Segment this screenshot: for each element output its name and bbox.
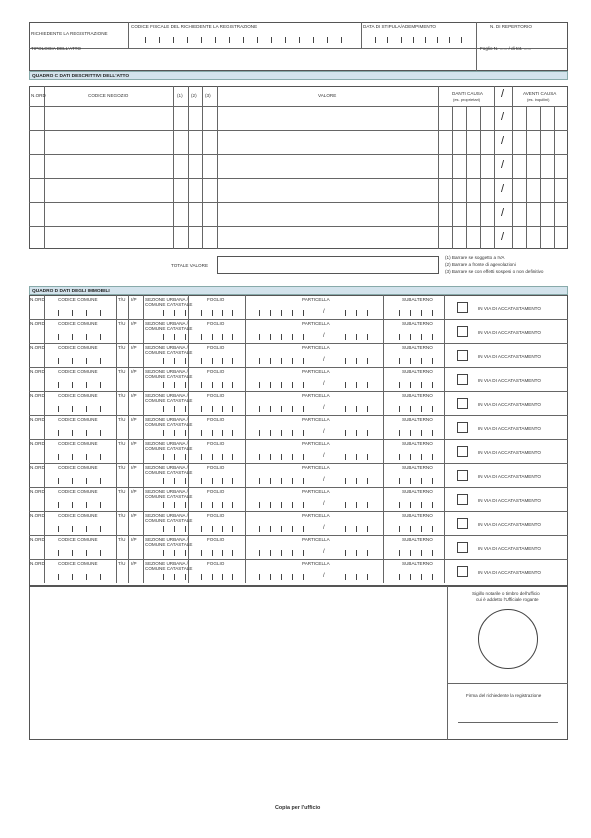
accatastamento-label: IN VIA DI ACCATASTAMENTO — [478, 450, 541, 455]
particella-label: PARTICELLA — [302, 369, 330, 374]
particella-slash: / — [323, 429, 325, 435]
sezione-label-1: SEZIONE URBANA / — [145, 441, 188, 446]
accatastamento-label: IN VIA DI ACCATASTAMENTO — [478, 426, 541, 431]
sezione-label-1: SEZIONE URBANA / — [145, 513, 188, 518]
foglio-label: FOGLIO — [207, 417, 225, 422]
col-danti-causa: DANTI CAUSA — [452, 91, 483, 96]
nord-label: N.ORD — [30, 465, 45, 470]
accatastamento-label: IN VIA DI ACCATASTAMENTO — [478, 474, 541, 479]
particella-label: PARTICELLA — [302, 321, 330, 326]
particella-slash: / — [323, 453, 325, 459]
subalterno-label: SUBALTERNO — [402, 441, 433, 446]
particella-slash: / — [323, 573, 325, 579]
ip-label: I/P — [131, 369, 137, 374]
note-2: (2) Barrare a fronte di agevolazioni — [445, 262, 516, 267]
quadro-d-band — [29, 286, 568, 295]
col-codice-negozio: CODICE NEGOZIO — [88, 93, 129, 98]
accatastamento-label: IN VIA DI ACCATASTAMENTO — [478, 498, 541, 503]
accatastamento-checkbox[interactable] — [457, 350, 468, 361]
col-3: (3) — [205, 93, 211, 98]
codice-comune-label: CODICE COMUNE — [58, 561, 98, 566]
row-slash: / — [501, 207, 505, 219]
accatastamento-checkbox[interactable] — [457, 398, 468, 409]
tu-label: T/U — [118, 561, 126, 566]
codice-comune-label: CODICE COMUNE — [58, 321, 98, 326]
foglio-label: FOGLIO — [207, 513, 225, 518]
accatastamento-checkbox[interactable] — [457, 470, 468, 481]
ip-label: I/P — [131, 465, 137, 470]
tu-label: T/U — [118, 369, 126, 374]
accatastamento-checkbox[interactable] — [457, 446, 468, 457]
tu-label: T/U — [118, 393, 126, 398]
sezione-label-2: COMUNE CATASTALE — [145, 542, 193, 547]
accatastamento-checkbox[interactable] — [457, 374, 468, 385]
tu-label: T/U — [118, 537, 126, 542]
tu-label: T/U — [118, 441, 126, 446]
ip-label: I/P — [131, 537, 137, 542]
foglio-label: FOGLIO — [207, 345, 225, 350]
sezione-label-2: COMUNE CATASTALE — [145, 446, 193, 451]
nord-label: N.ORD — [30, 345, 45, 350]
particella-label: PARTICELLA — [302, 393, 330, 398]
sezione-label-2: COMUNE CATASTALE — [145, 350, 193, 355]
sezione-label-1: SEZIONE URBANA / — [145, 321, 188, 326]
tu-label: T/U — [118, 345, 126, 350]
sigillo-line-1: Sigillo notarile o timbro dell'ufficio — [472, 591, 540, 596]
quadro-c-title: QUADRO C DATI DESCRITTIVI DELL'ATTO — [32, 73, 130, 79]
subalterno-label: SUBALTERNO — [402, 369, 433, 374]
subalterno-label: SUBALTERNO — [402, 465, 433, 470]
sezione-label-2: COMUNE CATASTALE — [145, 566, 193, 571]
repertorio-label: N. DI REPERTORIO — [490, 24, 532, 29]
sezione-label-2: COMUNE CATASTALE — [145, 518, 193, 523]
foglio-label: FOGLIO — [207, 321, 225, 326]
codice-comune-label: CODICE COMUNE — [58, 513, 98, 518]
accatastamento-checkbox[interactable] — [457, 302, 468, 313]
codice-comune-label: CODICE COMUNE — [58, 417, 98, 422]
sezione-label-1: SEZIONE URBANA / — [145, 465, 188, 470]
seal-circle — [478, 609, 538, 669]
codice-fiscale-ticks[interactable] — [131, 37, 359, 45]
codice-comune-label: CODICE COMUNE — [58, 369, 98, 374]
row-slash: / — [501, 231, 505, 243]
sezione-label-1: SEZIONE URBANA / — [145, 489, 188, 494]
accatastamento-label: IN VIA DI ACCATASTAMENTO — [478, 306, 541, 311]
particella-slash: / — [323, 333, 325, 339]
foglio-label: Foglio N. ...... / di tot. ...... — [480, 46, 532, 51]
accatastamento-label: IN VIA DI ACCATASTAMENTO — [478, 354, 541, 359]
sezione-label-2: COMUNE CATASTALE — [145, 470, 193, 475]
totale-valore-label: TOTALE VALORE — [171, 263, 209, 268]
col-1: (1) — [177, 93, 183, 98]
ip-label: I/P — [131, 417, 137, 422]
row-slash: / — [501, 159, 505, 171]
quadro-c-band — [29, 71, 568, 80]
tu-label: T/U — [118, 321, 126, 326]
particella-label: PARTICELLA — [302, 441, 330, 446]
ip-label: I/P — [131, 489, 137, 494]
nord-label: N.ORD — [30, 537, 45, 542]
particella-label: PARTICELLA — [302, 561, 330, 566]
subalterno-label: SUBALTERNO — [402, 561, 433, 566]
data-stipula-ticks[interactable] — [363, 37, 475, 45]
foglio-label: FOGLIO — [207, 537, 225, 542]
tu-label: T/U — [118, 417, 126, 422]
ip-label: I/P — [131, 321, 137, 326]
nord-label: N.ORD — [30, 561, 45, 566]
codice-comune-label: CODICE COMUNE — [58, 393, 98, 398]
particella-slash: / — [323, 381, 325, 387]
nord-label: N.ORD — [30, 513, 45, 518]
nord-label: N.ORD — [30, 321, 45, 326]
sezione-label-2: COMUNE CATASTALE — [145, 398, 193, 403]
particella-label: PARTICELLA — [302, 513, 330, 518]
accatastamento-label: IN VIA DI ACCATASTAMENTO — [478, 330, 541, 335]
ip-label: I/P — [131, 441, 137, 446]
nord-label: N.ORD — [30, 417, 45, 422]
col-aventi-causa: AVENTI CAUSA — [523, 91, 557, 96]
accatastamento-checkbox[interactable] — [457, 494, 468, 505]
tipologia-label: TIPOLOGIA DELL'ATTO — [31, 46, 81, 51]
accatastamento-label: IN VIA DI ACCATASTAMENTO — [478, 402, 541, 407]
sezione-label-2: COMUNE CATASTALE — [145, 422, 193, 427]
sezione-label-1: SEZIONE URBANA / — [145, 297, 188, 302]
sezione-label-2: COMUNE CATASTALE — [145, 374, 193, 379]
row-slash: / — [501, 111, 505, 123]
particella-slash: / — [323, 525, 325, 531]
note-1: (1) Barrare se soggetto a IVA — [445, 255, 505, 260]
sezione-label-1: SEZIONE URBANA / — [145, 393, 188, 398]
codice-comune-label: CODICE COMUNE — [58, 465, 98, 470]
sezione-label-2: COMUNE CATASTALE — [145, 326, 193, 331]
accatastamento-label: IN VIA DI ACCATASTAMENTO — [478, 546, 541, 551]
quadro-d-table — [29, 295, 568, 586]
accatastamento-checkbox[interactable] — [457, 326, 468, 337]
sezione-label-1: SEZIONE URBANA / — [145, 417, 188, 422]
particella-label: PARTICELLA — [302, 465, 330, 470]
sezione-label-2: COMUNE CATASTALE — [145, 494, 193, 499]
nord-label: N.ORD — [30, 297, 45, 302]
particella-label: PARTICELLA — [302, 345, 330, 350]
foglio-label: FOGLIO — [207, 465, 225, 470]
subalterno-label: SUBALTERNO — [402, 489, 433, 494]
sigillo-line-2: cui è addetto l'Ufficiale rogante — [476, 597, 539, 602]
foglio-label: FOGLIO — [207, 297, 225, 302]
col-aventi-sub: (es. inquilini) — [527, 97, 550, 102]
foglio-label: FOGLIO — [207, 369, 225, 374]
nord-label: N.ORD — [30, 441, 45, 446]
tu-label: T/U — [118, 513, 126, 518]
accatastamento-checkbox[interactable] — [457, 422, 468, 433]
firma-label: Firma del richiedente la registrazione — [466, 693, 542, 698]
sezione-label-2: COMUNE CATASTALE — [145, 302, 193, 307]
footer-box — [29, 586, 568, 740]
nord-label: N.ORD — [30, 489, 45, 494]
particella-slash: / — [323, 357, 325, 363]
nord-label: N.ORD — [30, 393, 45, 398]
particella-label: PARTICELLA — [302, 417, 330, 422]
tu-label: T/U — [118, 489, 126, 494]
ip-label: I/P — [131, 561, 137, 566]
accatastamento-checkbox[interactable] — [457, 518, 468, 529]
totale-valore-field[interactable] — [217, 256, 439, 274]
subalterno-label: SUBALTERNO — [402, 513, 433, 518]
col-slash: / — [501, 88, 505, 100]
sezione-label-1: SEZIONE URBANA / — [145, 369, 188, 374]
quadro-d-title: QUADRO D DATI DEGLI IMMOBILI — [32, 288, 110, 294]
particella-slash: / — [323, 405, 325, 411]
codice-fiscale-label: CODICE FISCALE DEL RICHIEDENTE LA REGISTRAZIONE — [131, 24, 258, 29]
subalterno-label: SUBALTERNO — [402, 393, 433, 398]
col-danti-sub: (es. proprietari) — [453, 97, 481, 102]
accatastamento-label: IN VIA DI ACCATASTAMENTO — [478, 522, 541, 527]
sezione-label-1: SEZIONE URBANA / — [145, 561, 188, 566]
ip-label: I/P — [131, 297, 137, 302]
subalterno-label: SUBALTERNO — [402, 345, 433, 350]
accatastamento-checkbox[interactable] — [457, 542, 468, 553]
richiedente-label: RICHIEDENTE LA REGISTRAZIONE — [31, 31, 108, 36]
particella-slash: / — [323, 549, 325, 555]
foglio-label: FOGLIO — [207, 561, 225, 566]
copia-label: Copia per l'ufficio — [275, 805, 321, 811]
firma-line[interactable] — [458, 722, 558, 723]
accatastamento-checkbox[interactable] — [457, 566, 468, 577]
foglio-label: FOGLIO — [207, 489, 225, 494]
row-slash: / — [501, 135, 505, 147]
col-nord: N.ORD — [31, 93, 46, 98]
codice-comune-label: CODICE COMUNE — [58, 297, 98, 302]
note-3: (3) Barrare se con effetti sospesi o non definitivo — [445, 269, 544, 274]
accatastamento-label: IN VIA DI ACCATASTAMENTO — [478, 378, 541, 383]
nord-label: N.ORD — [30, 369, 45, 374]
particella-slash: / — [323, 501, 325, 507]
particella-label: PARTICELLA — [302, 489, 330, 494]
ip-label: I/P — [131, 513, 137, 518]
particella-label: PARTICELLA — [302, 297, 330, 302]
particella-slash: / — [323, 477, 325, 483]
col-2: (2) — [191, 93, 197, 98]
foglio-label: FOGLIO — [207, 441, 225, 446]
codice-comune-label: CODICE COMUNE — [58, 441, 98, 446]
codice-comune-label: CODICE COMUNE — [58, 537, 98, 542]
ip-label: I/P — [131, 393, 137, 398]
row-slash: / — [501, 183, 505, 195]
tu-label: T/U — [118, 297, 126, 302]
codice-comune-label: CODICE COMUNE — [58, 489, 98, 494]
quadro-c-table — [29, 86, 568, 249]
subalterno-label: SUBALTERNO — [402, 321, 433, 326]
accatastamento-label: IN VIA DI ACCATASTAMENTO — [478, 570, 541, 575]
tu-label: T/U — [118, 465, 126, 470]
particella-label: PARTICELLA — [302, 537, 330, 542]
codice-comune-label: CODICE COMUNE — [58, 345, 98, 350]
sezione-label-1: SEZIONE URBANA / — [145, 537, 188, 542]
data-stipula-label: DATA DI STIPULA/ADEMPIMENTO — [363, 24, 437, 29]
col-valore: VALORE — [318, 93, 337, 98]
subalterno-label: SUBALTERNO — [402, 297, 433, 302]
ip-label: I/P — [131, 345, 137, 350]
particella-slash: / — [323, 309, 325, 315]
subalterno-label: SUBALTERNO — [402, 537, 433, 542]
sezione-label-1: SEZIONE URBANA / — [145, 345, 188, 350]
foglio-label: FOGLIO — [207, 393, 225, 398]
subalterno-label: SUBALTERNO — [402, 417, 433, 422]
